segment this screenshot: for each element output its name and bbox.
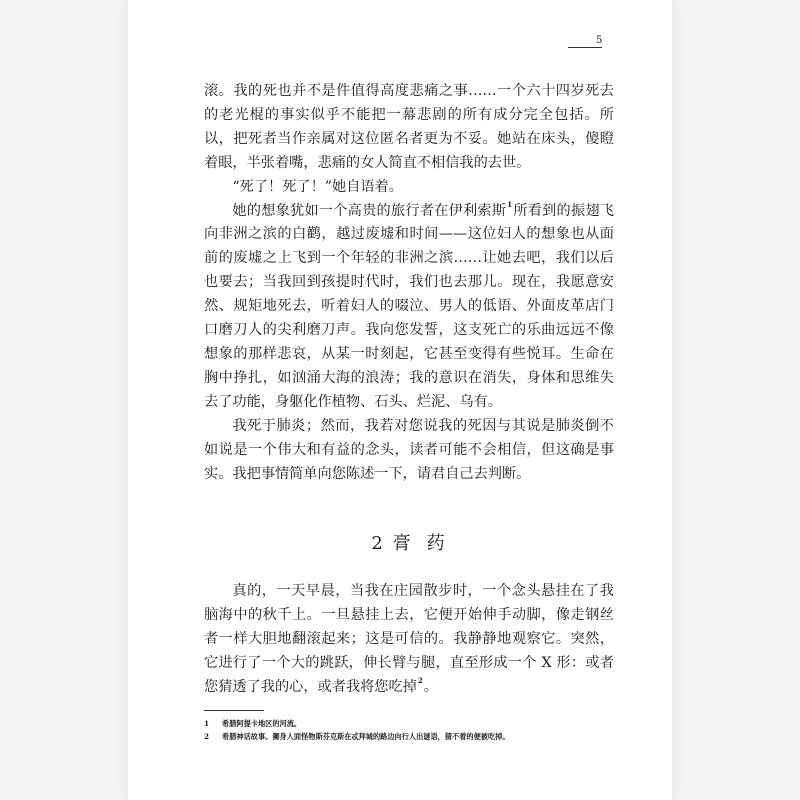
footnote-number: 1 — [204, 719, 210, 728]
footnote — [204, 717, 634, 730]
footnote-text: 希腊神话故事。狮身人面怪物斯芬克斯在忒拜城的路边向行人出谜语，猜不着的便被吃掉。 — [222, 732, 510, 741]
footnote-marker: 1 — [507, 199, 513, 209]
chapter-title — [204, 532, 614, 556]
paragraph — [204, 200, 614, 415]
paragraph: “死了！死了！”她自语着。 — [232, 178, 403, 195]
footnotes — [204, 717, 634, 743]
paragraph: 滚。我的死也并不是件值得高度悲痛之事……一个六十四岁死去的老光棍的事实似乎不能把一幕悲剧的所有成分完全包括。所以，把死者当作亲属对这位匿名者更为不妥。她站在床头，傻瞪着眼，半张着嘴，悲痛的女人简直不相信我的去世。 — [204, 83, 614, 171]
page-number: 5 — [596, 35, 603, 46]
paragraph-text: 她的想象犹如一个高贵的旅行者在伊利索斯 — [232, 202, 507, 219]
footnote-marker: 2 — [417, 675, 423, 685]
chapter-title-char: 膏 — [392, 533, 413, 554]
chapter-title-char: 药 — [426, 533, 447, 554]
footnote-text: 希腊阿提卡地区的河流。 — [222, 719, 302, 728]
chapter-number: 2 — [371, 533, 385, 554]
footnote-number: 2 — [204, 732, 210, 741]
footnote-rule — [204, 710, 264, 711]
paragraph-text: 。 — [423, 678, 438, 695]
book-page — [128, 0, 672, 800]
chapter-body — [204, 580, 614, 700]
body-text — [204, 80, 614, 486]
footnote — [204, 730, 634, 743]
paragraph: 我死于肺炎；然而，我若对您说我的死因与其说是肺炎倒不如说是一个伟大和有益的念头，读者可能不会相信，但这确是事实。我把事情简单向您陈述一下，请君自己去判断。 — [204, 417, 614, 482]
paragraph-text: 真的，一天早晨，当我在庄园散步时，一个念头悬挂在了我脑海中的秋千上。一旦悬挂上去，它便开始伸手动脚，像走钢丝者一样大胆地翻滚起来；这是可信的。我静静地观察它。突然，它进行了一个大的跳跃，伸长臂与腿，直至形成一个 X 形：或者您猜透了我的心，或者我将您吃掉 — [204, 583, 614, 695]
page-number-rule — [568, 47, 602, 48]
paragraph-text: 所看到的振翅飞向非洲之滨的白鹳，越过废墟和时间——这位妇人的想象也从面前的废墟之上飞到一个年轻的非洲之滨……让她去吧，我们以后也要去；当我回到孩提时代时，我们也去那儿。现在，我愿意安然、规矩地死去，听着妇人的啜泣、男人的低语、外面皮革店门口磨刀人的尖利磨刀声。我向您发誓，这支死亡的乐曲远远不像想象的那样悲哀，从某一时刻起，它甚至变得有些悦耳。生命在胸中挣扎，如汹涌大海的浪涛；我的意识在消失，身体和思维失去了功能，身躯化作植物、石头、烂泥、乌有。 — [204, 202, 614, 410]
paragraph — [204, 580, 614, 700]
